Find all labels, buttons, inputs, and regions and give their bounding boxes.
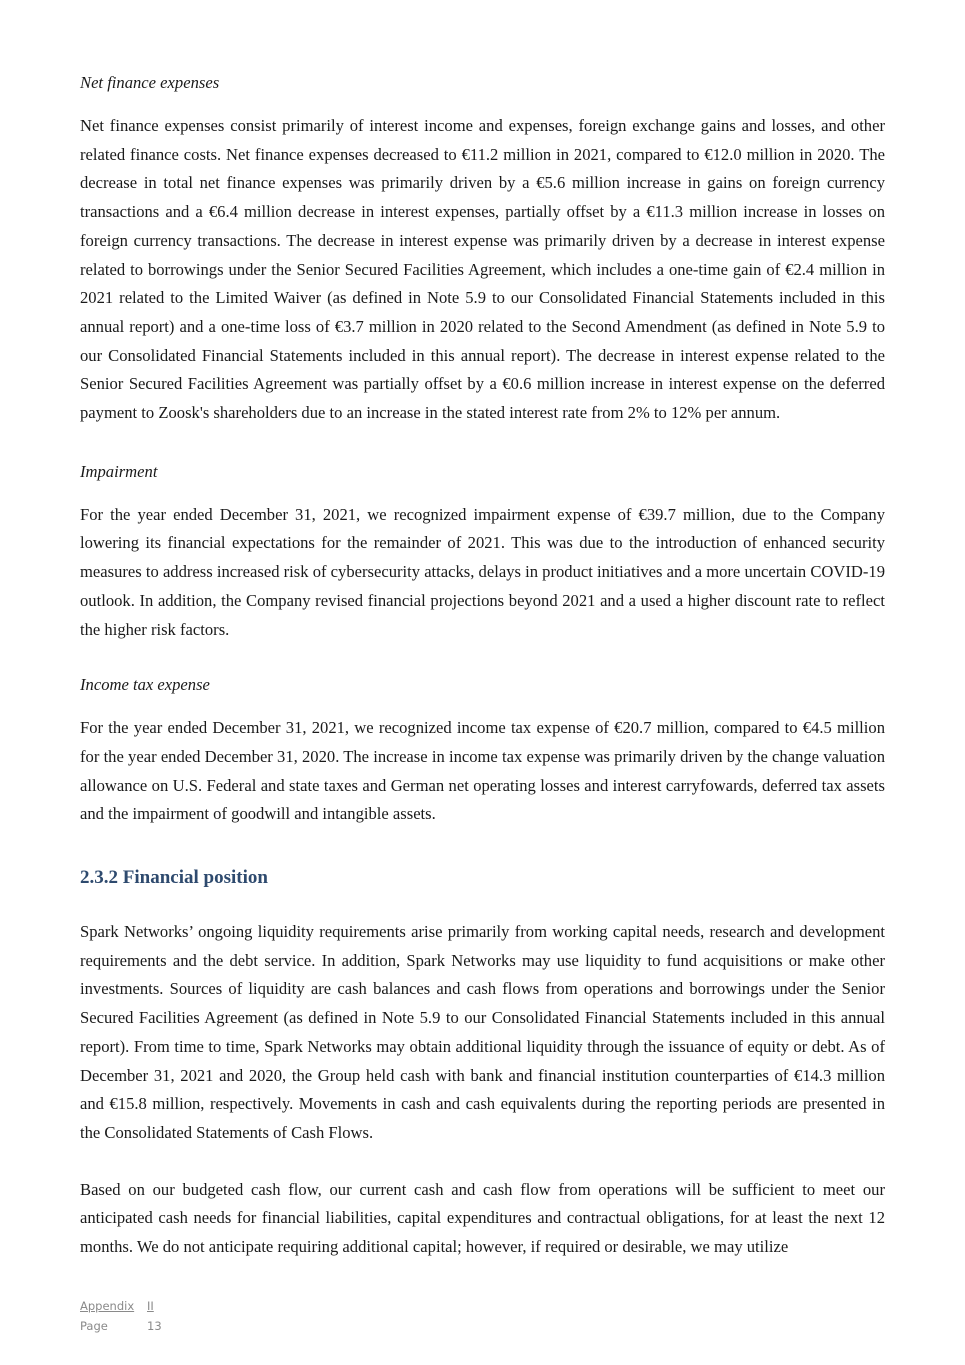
page-footer bbox=[80, 1296, 162, 1336]
document-page bbox=[80, 68, 885, 1262]
financial-position-paragraph-1: Spark Networks’ ongoing liquidity requirements arise primarily from working capital needs, research and development requirements and the debt service. In addition, Spark Networks may use liquidity to fund acquisitions or make other investments. Sources of liquidity are cash balances and cash flows from operations and borrowings under the Senior Secured Facilities Agreement (as defined in Note 5.9 to our Consolidated Financial Statements included in this annual report). From time to time, Spark Networks may obtain additional liquidity through the issuance of equity or debt. As of December 31, 2021 and 2020, the Group held cash with bank and financial institution counterparties of €14.3 million and €15.8 million, respectively. Movements in cash and cash equivalents during the reporting periods are presented in the Consolidated Statements of Cash Flows. bbox=[80, 922, 885, 1142]
footer-page-row bbox=[80, 1316, 162, 1336]
section-heading-net-finance-expenses: Net finance expenses bbox=[80, 73, 220, 92]
footer-appendix-value: II bbox=[147, 1299, 154, 1313]
impairment-paragraph: For the year ended December 31, 2021, we recognized impairment expense of €39.7 million, due to the Company lowering its financial expectations for the remainder of 2021. This was due to the introduction of enhanced security measures to address increased risk of cybersecurity attacks, delays in product initiatives and a more uncertain COVID-19 outlook. In addition, the Company revised financial projections beyond 2021 and a used a higher discount rate to reflect the higher risk factors. bbox=[80, 504, 885, 639]
income-tax-expense-paragraph: For the year ended December 31, 2021, we recognized income tax expense of €20.7 million, compared to €4.5 million for the year ended December 31, 2020. The increase in income tax expense was primarily driven by the change valuation allowance on U.S. Federal and state taxes and German net operating losses and interest carryfowards, deferred tax assets and the impairment of goodwill and intangible assets. bbox=[80, 718, 885, 824]
financial-position-paragraph-2: Based on our budgeted cash flow, our current cash and cash flow from operations will be sufficient to meet our anticipated cash needs for financial liabilities, capital expenditures and contractual obligations, for at least the next 12 months. We do not anticipate requiring additional capital; however, if required or desirable, we may utilize bbox=[80, 1179, 885, 1257]
footer-page-label: Page bbox=[80, 1319, 108, 1333]
footer-appendix-label: Appendix bbox=[80, 1299, 135, 1313]
net-finance-expenses-paragraph: Net finance expenses consist primarily of interest income and expenses, foreign exchange gains and losses, and other related finance costs. Net finance expenses decreased to €11.2 million in 2021, compared to €12.0 million in 2020. The decrease in total net finance expenses was primarily driven by a €5.6 million increase in gains on foreign currency transactions and a €6.4 million decrease in interest expenses, partially offset by a €11.3 million increase in losses on foreign currency transactions. The decrease in interest expense was primarily driven by a decrease in interest expense related to borrowings under the Senior Secured Facilities Agreement, which includes a one-time gain of €2.4 million in 2021 related to the Limited Waiver (as defined in Note 5.9 to our Consolidated Financial Statements included in this annual report) and a one-time loss of €3.7 million in 2020 related to the Second Amendment (as defined in Note 5.9 to our Consolidated Financial Statements included in this annual report). The decrease in interest expense related to the Senior Secured Facilities Agreement was partially offset by a €0.6 million increase in interest expense on the deferred payment to Zoosk's shareholders due to an increase in the stated interest rate from 2% to 12% per annum. bbox=[80, 116, 885, 423]
section-title-financial-position: 2.3.2 Financial position bbox=[80, 867, 268, 889]
section-heading-impairment: Impairment bbox=[80, 461, 158, 481]
footer-appendix-row bbox=[80, 1296, 162, 1316]
section-heading-income-tax-expense: Income tax expense bbox=[80, 675, 210, 695]
footer-page-number: 13 bbox=[147, 1319, 162, 1333]
